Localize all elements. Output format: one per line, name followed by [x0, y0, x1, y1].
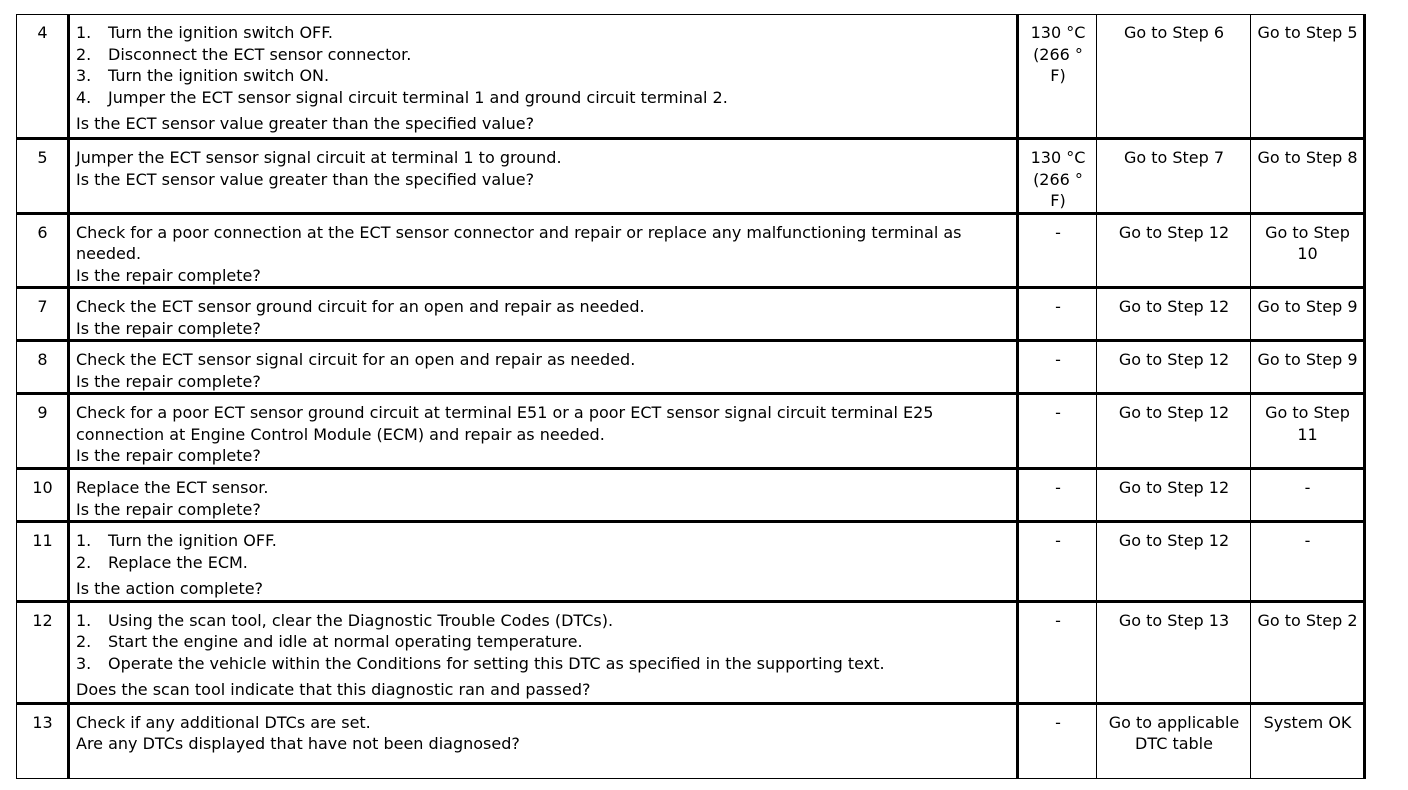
- diagnostic-table-body: [17, 15, 1365, 779]
- diagnostic-table: [16, 14, 1366, 779]
- step-number: 5: [17, 139, 69, 214]
- step-number: 12: [17, 601, 69, 703]
- no-cell: Go to Step 9: [1251, 288, 1365, 341]
- table-row: [17, 522, 1365, 602]
- yes-cell: Go to Step 12: [1097, 522, 1251, 602]
- step-number: 8: [17, 341, 69, 394]
- action-cell: [69, 703, 1018, 778]
- list-item: [76, 87, 1011, 109]
- step-number: 4: [17, 15, 69, 139]
- action-text: Check for a poor ECT sensor ground circuit at terminal E51 or a poor ECT sensor signal circuit terminal E25 connection at Engine Control Module (ECM) and repair as needed.: [76, 403, 934, 444]
- no-cell: Go to Step 2: [1251, 601, 1365, 703]
- question-text: Is the ECT sensor value greater than the specified value?: [76, 169, 535, 189]
- table-row: [17, 341, 1365, 394]
- action-text: Jumper the ECT sensor signal circuit at terminal 1 to ground.: [76, 148, 562, 167]
- no-cell: Go to Step 9: [1251, 341, 1365, 394]
- action-text: Check for a poor connection at the ECT sensor connector and repair or replace any malfunctioning terminal as needed.: [76, 222, 962, 263]
- list-item: [76, 530, 1011, 552]
- question-text: Does the scan tool indicate that this diagnostic ran and passed?: [76, 680, 591, 699]
- yes-cell: Go to Step 12: [1097, 213, 1251, 288]
- item-text: Turn the ignition OFF.: [108, 531, 277, 550]
- table-row: [17, 213, 1365, 288]
- action-cell: [69, 341, 1018, 394]
- item-text: Operate the vehicle within the Conditions for setting this DTC as specified in the supporting text.: [108, 653, 885, 673]
- item-text: Start the engine and idle at normal operating temperature.: [108, 632, 583, 651]
- action-cell: [69, 469, 1018, 522]
- value-cell: -: [1018, 601, 1097, 703]
- no-cell: System OK: [1251, 703, 1365, 778]
- item-number: 3.: [76, 653, 92, 673]
- value-cell: -: [1018, 213, 1097, 288]
- table-row: [17, 139, 1365, 214]
- action-cell: [69, 139, 1018, 214]
- list-item: [76, 22, 1011, 44]
- table-row: [17, 703, 1365, 778]
- list-item: [76, 552, 1011, 574]
- action-list: [76, 22, 1011, 108]
- item-number: 1.: [76, 23, 92, 42]
- item-text: Using the scan tool, clear the Diagnostic Trouble Codes (DTCs).: [108, 610, 614, 630]
- no-cell: Go to Step 8: [1251, 139, 1365, 214]
- step-number: 7: [17, 288, 69, 341]
- value-cell: -: [1018, 341, 1097, 394]
- value-cell: -: [1018, 469, 1097, 522]
- item-number: 4.: [76, 87, 92, 107]
- list-item: [76, 65, 1011, 87]
- item-text: Turn the ignition switch ON.: [108, 66, 330, 85]
- table-row: [17, 469, 1365, 522]
- yes-cell: Go to Step 6: [1097, 15, 1251, 139]
- item-number: 1.: [76, 610, 92, 630]
- table-row: [17, 601, 1365, 703]
- yes-cell: Go to Step 12: [1097, 341, 1251, 394]
- item-number: 1.: [76, 531, 92, 550]
- action-list: [76, 610, 1011, 675]
- item-text: Jumper the ECT sensor signal circuit terminal 1 and ground circuit terminal 2.: [108, 87, 728, 107]
- item-text: Replace the ECM.: [108, 552, 248, 572]
- action-cell: [69, 601, 1018, 703]
- action-cell: [69, 288, 1018, 341]
- action-text: Check if any additional DTCs are set.: [76, 712, 371, 732]
- yes-cell: Go to applicable DTC table: [1097, 703, 1251, 778]
- list-item: [76, 631, 1011, 653]
- item-text: Disconnect the ECT sensor connector.: [108, 44, 412, 64]
- question-text: Are any DTCs displayed that have not been diagnosed?: [76, 734, 520, 753]
- value-cell: -: [1018, 288, 1097, 341]
- value-cell: -: [1018, 703, 1097, 778]
- list-item: [76, 610, 1011, 632]
- question-text: Is the repair complete?: [76, 318, 261, 338]
- value-cell: -: [1018, 394, 1097, 469]
- yes-cell: Go to Step 12: [1097, 288, 1251, 341]
- question-text: Is the repair complete?: [76, 499, 261, 519]
- step-number: 11: [17, 522, 69, 602]
- action-cell: [69, 522, 1018, 602]
- step-number: 13: [17, 703, 69, 778]
- no-cell: Go to Step 5: [1251, 15, 1365, 139]
- value-cell: 130 °C (266 ° F): [1018, 15, 1097, 139]
- item-number: 2.: [76, 552, 92, 572]
- item-number: 2.: [76, 44, 92, 64]
- list-item: [76, 653, 1011, 675]
- step-number: 9: [17, 394, 69, 469]
- action-list: [76, 530, 1011, 573]
- question-text: Is the action complete?: [76, 579, 264, 598]
- yes-cell: Go to Step 7: [1097, 139, 1251, 214]
- yes-cell: Go to Step 12: [1097, 394, 1251, 469]
- item-number: 3.: [76, 66, 92, 85]
- action-cell: [69, 213, 1018, 288]
- table-row: [17, 288, 1365, 341]
- item-text: Turn the ignition switch OFF.: [108, 23, 333, 42]
- table-row: [17, 394, 1365, 469]
- question-text: Is the ECT sensor value greater than the specified value?: [76, 114, 535, 133]
- no-cell: Go to Step 11: [1251, 394, 1365, 469]
- step-number: 6: [17, 213, 69, 288]
- step-number: 10: [17, 469, 69, 522]
- value-cell: 130 °C (266 ° F): [1018, 139, 1097, 214]
- table-row: [17, 15, 1365, 139]
- question-text: Is the repair complete?: [76, 446, 261, 465]
- list-item: [76, 44, 1011, 66]
- question-text: Is the repair complete?: [76, 371, 261, 391]
- action-cell: [69, 394, 1018, 469]
- action-cell: [69, 15, 1018, 139]
- no-cell: Go to Step 10: [1251, 213, 1365, 288]
- question-text: Is the repair complete?: [76, 265, 261, 285]
- yes-cell: Go to Step 13: [1097, 601, 1251, 703]
- action-text: Check the ECT sensor signal circuit for an open and repair as needed.: [76, 350, 636, 369]
- yes-cell: Go to Step 12: [1097, 469, 1251, 522]
- action-text: Replace the ECT sensor.: [76, 478, 269, 497]
- action-text: Check the ECT sensor ground circuit for an open and repair as needed.: [76, 297, 645, 316]
- value-cell: -: [1018, 522, 1097, 602]
- item-number: 2.: [76, 632, 92, 651]
- no-cell: -: [1251, 522, 1365, 602]
- no-cell: -: [1251, 469, 1365, 522]
